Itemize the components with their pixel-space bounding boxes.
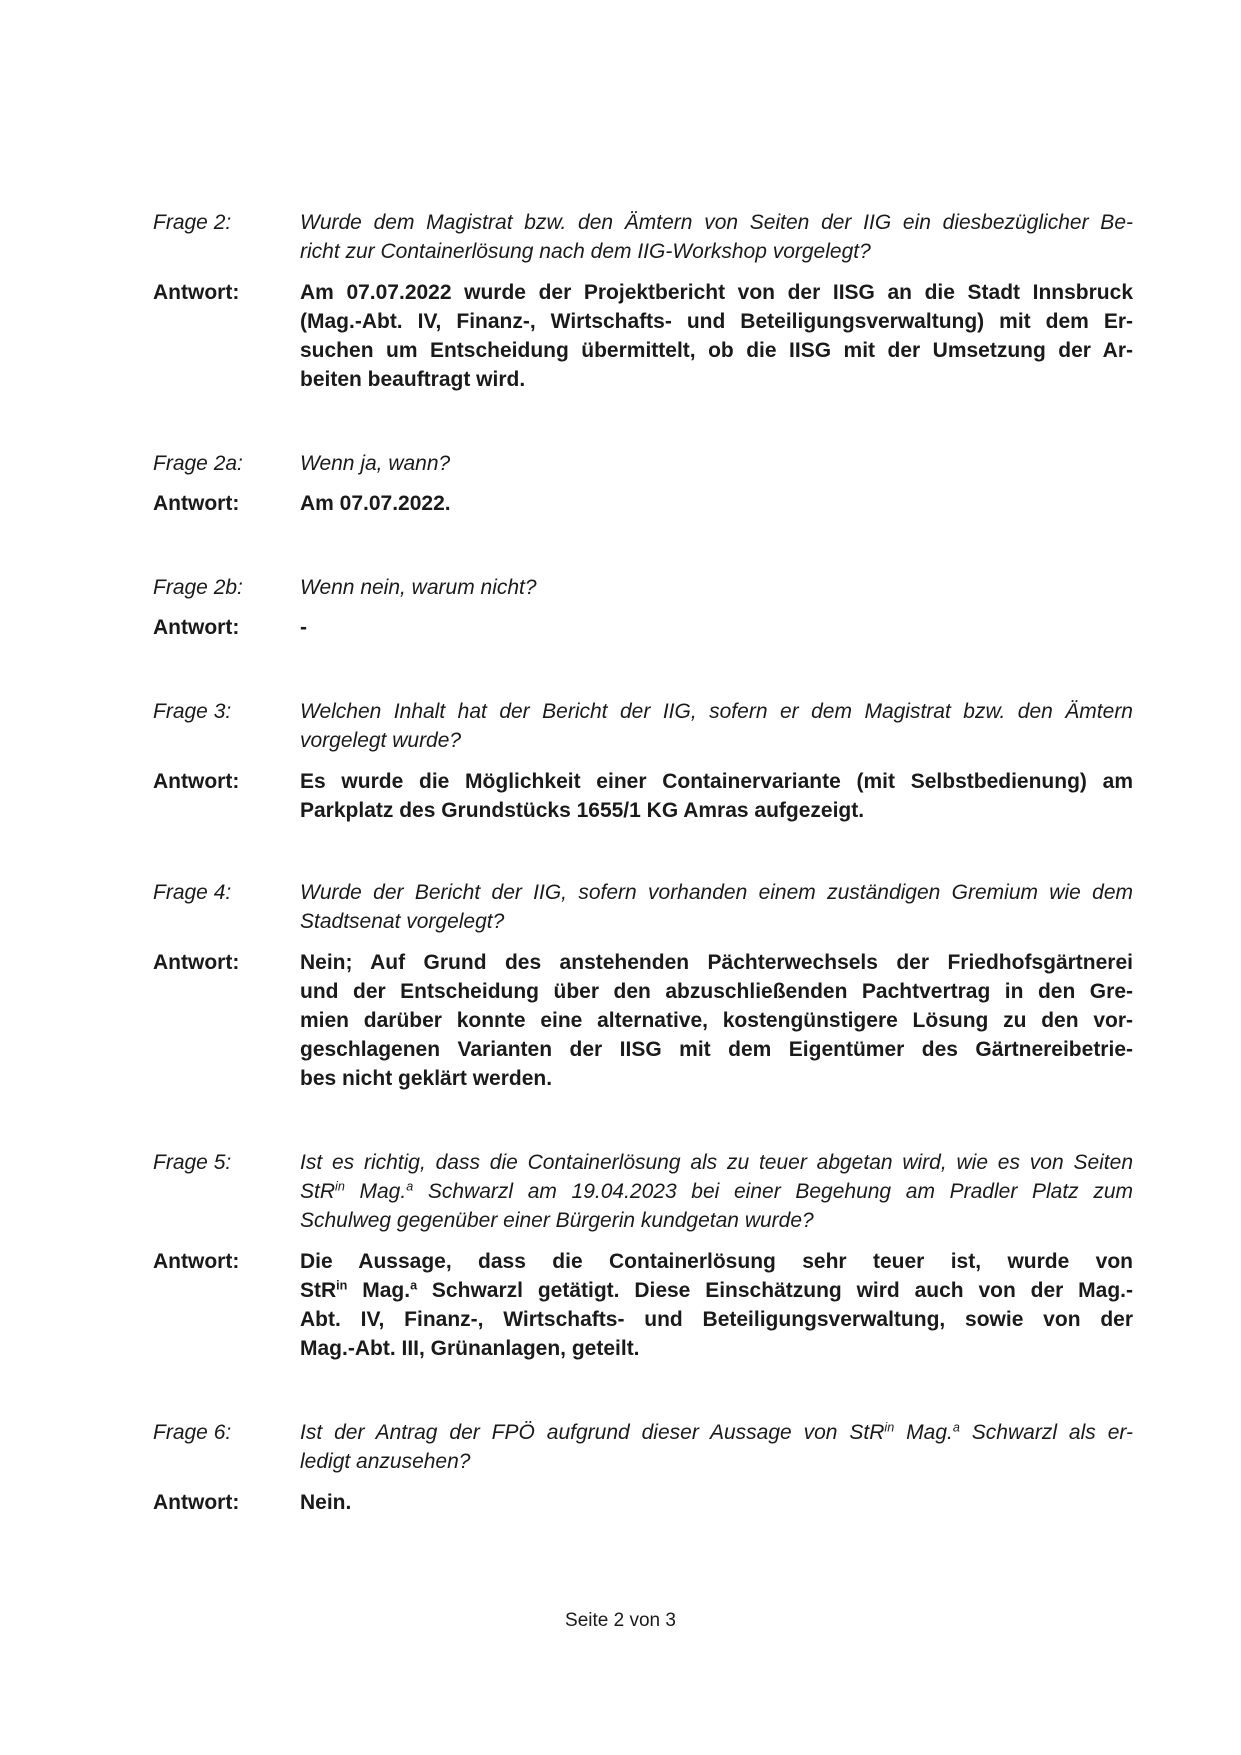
answer-text [300,767,1133,825]
answer-6 [153,1488,1133,1517]
answer-text [300,1488,1133,1517]
answer-label: Antwort: [153,616,240,639]
answer-text [300,278,1133,394]
question-6 [153,1418,1133,1476]
answer-2 [153,278,1133,394]
question-line: Wurde dem Magistrat bzw. den Ämtern von Seiten der IIG ein diesbezüglicher Be- [300,211,1133,234]
question-text [300,449,1133,478]
answer-line: suchen um Entscheidung übermittelt, ob die IISG mit der Umsetzung der Ar- [300,339,1133,362]
answer-line: Es wurde die Möglichkeit einer Containervariante (mit Selbstbedienung) am [300,770,1133,793]
question-text [300,878,1133,936]
answer-label: Antwort: [153,951,240,974]
answer-line: Die Aussage, dass die Containerlösung sehr teuer ist, wurde von [300,1250,1133,1273]
answer-line: Abt. IV, Finanz-, Wirtschafts- und Beteiligungsverwaltung, sowie von der [300,1308,1133,1331]
answer-line: StR$^{in}$ Mag.$^a$ Schwarzl getätigt. Diese Einschätzung wird auch von der Mag.- [300,1278,1133,1302]
question-label: Frage 2a: [153,452,243,475]
answer-text [300,948,1133,1093]
question-line: Ist der Antrag der FPÖ aufgrund dieser Aussage von StR$^{in}$ Mag.$^a$ Schwarzl als er- [300,1420,1133,1444]
answer-line: bes nicht geklärt werden. [300,1067,553,1090]
question-line: Welchen Inhalt hat der Bericht der IIG, sofern er dem Magistrat bzw. den Ämtern [300,700,1133,723]
answer-line: geschlagenen Varianten der IISG mit dem Eigentümer des Gärtnereibetrie- [300,1038,1133,1061]
question-label: Frage 2: [153,211,232,234]
question-line: Stadtsenat vorgelegt? [300,910,505,933]
question-line: StR$^{in}$ Mag.$^a$ Schwarzl am 19.04.2023 bei einer Begehung am Pradler Platz zum [300,1179,1133,1203]
question-text [300,208,1133,266]
answer-line: Am 07.07.2022 wurde der Projektbericht von der IISG an die Stadt Innsbruck [300,281,1133,304]
answer-line: Parkplatz des Grundstücks 1655/1 KG Amras aufgezeigt. [300,799,865,822]
question-text [300,1148,1133,1235]
answer-label: Antwort: [153,1491,240,1514]
answer-line: Mag.-Abt. III, Grünanlagen, geteilt. [300,1337,640,1360]
question-label: Frage 4: [153,881,232,904]
question-2 [153,208,1133,266]
question-text [300,1418,1133,1476]
question-5 [153,1148,1133,1235]
question-2b [153,573,1133,602]
answer-2a [153,489,1133,518]
answer-text [300,1247,1133,1363]
question-3 [153,697,1133,755]
question-line: Schulweg gegenüber einer Bürgerin kundgetan wurde? [300,1209,814,1232]
question-2a [153,449,1133,478]
question-line: ledigt anzusehen? [300,1450,471,1473]
question-label: Frage 3: [153,700,232,723]
answer-line: und der Entscheidung über den abzuschließenden Pachtvertrag in den Gre- [300,980,1133,1003]
question-4 [153,878,1133,936]
page-footer: Seite 2 von 3 [565,1610,676,1631]
question-line: vorgelegt wurde? [300,729,462,752]
answer-label: Antwort: [153,770,240,793]
answer-text [300,489,1133,518]
answer-label: Antwort: [153,1250,240,1273]
answer-2b [153,613,1133,642]
question-label: Frage 5: [153,1151,232,1174]
question-label: Frage 6: [153,1421,232,1444]
answer-line: beiten beauftragt wird. [300,368,526,391]
answer-line: (Mag.-Abt. IV, Finanz-, Wirtschafts- und Beteiligungsverwaltung) mit dem Er- [300,310,1133,333]
answer-label: Antwort: [153,492,240,515]
question-label: Frage 2b: [153,576,243,599]
question-line: Ist es richtig, dass die Containerlösung als zu teuer abgetan wird, wie es von Seiten [300,1151,1133,1174]
answer-4 [153,948,1133,1093]
answer-text [300,613,1133,642]
question-text [300,573,1133,602]
answer-3 [153,767,1133,825]
question-line: Wenn nein, warum nicht? [300,576,537,599]
answer-label: Antwort: [153,281,240,304]
question-line: richt zur Containerlösung nach dem IIG-Workshop vorgelegt? [300,240,871,263]
answer-line: Nein; Auf Grund des anstehenden Pächterwechsels der Friedhofsgärtnerei [300,951,1133,974]
answer-line: Nein. [300,1491,352,1514]
answer-line: mien darüber konnte eine alternative, kostengünstigere Lösung zu den vor- [300,1009,1133,1032]
answer-line: Am 07.07.2022. [300,492,451,515]
question-text [300,697,1133,755]
question-line: Wurde der Bericht der IIG, sofern vorhanden einem zuständigen Gremium wie dem [300,881,1133,904]
question-line: Wenn ja, wann? [300,452,451,475]
answer-line: - [300,616,307,639]
answer-5 [153,1247,1133,1363]
